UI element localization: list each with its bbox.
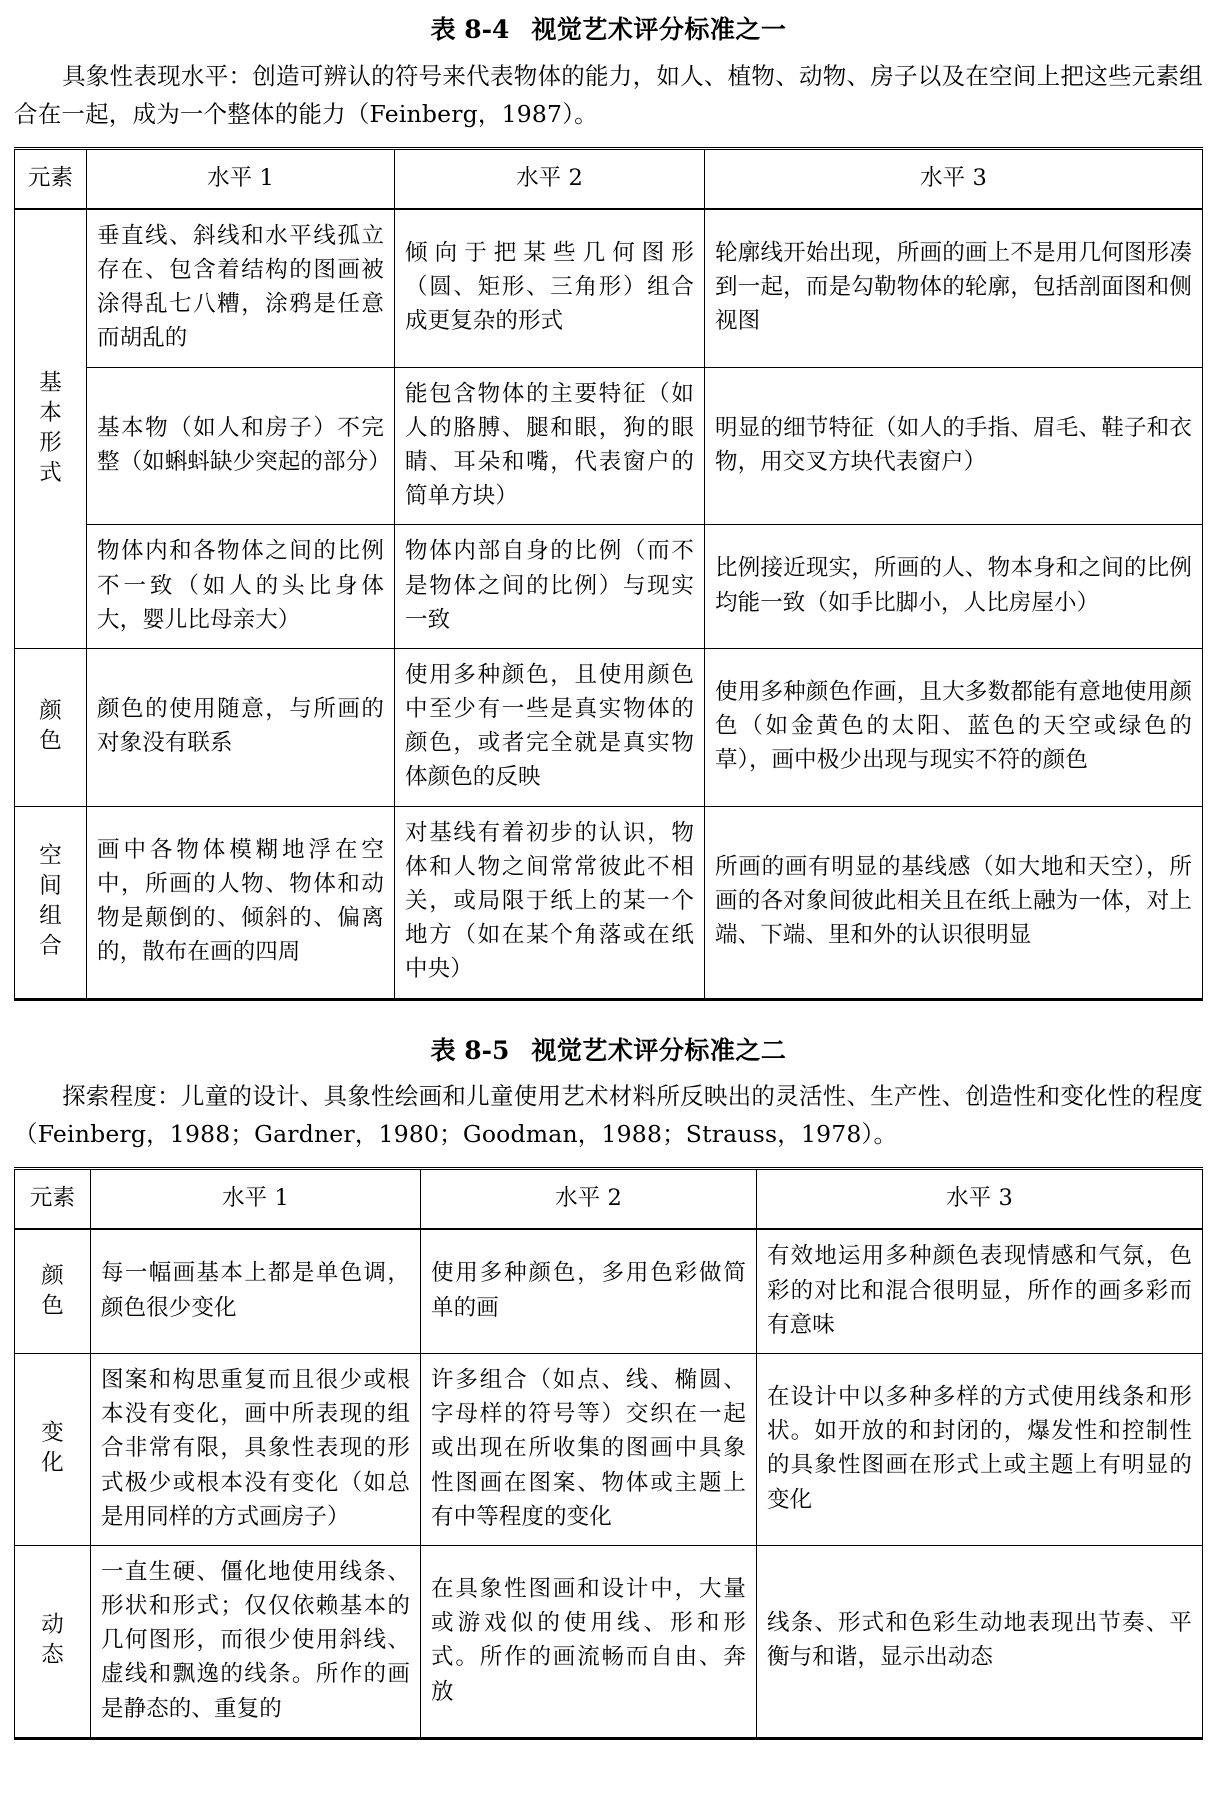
table-8-5-title-text: 视觉艺术评分标准之二 [531, 1035, 787, 1065]
table-cell: 一直生硬、僵化地使用线条、形状和形式；仅仅依赖基本的几何图形，而很少使用斜线、虚线和飘逸的线条。所作的画是静态的、重复的 [91, 1545, 421, 1738]
table-8-4-header-level-1: 水平 1 [87, 148, 395, 209]
table-cell: 在设计中以多种多样的方式使用线条和形状。如开放的和封闭的，爆发性和控制性的具象性图画在形式上或主题上有明显的变化 [757, 1353, 1203, 1545]
table-cell: 所画的画有明显的基线感（如大地和天空），所画的各对象间彼此相关且在纸上融为一体，对上端、下端、里和外的认识很明显 [705, 806, 1203, 999]
table-8-5-title-number: 表 8-5 [430, 1035, 510, 1065]
table-row [15, 648, 1203, 806]
table-8-4-element-spatial-composition: 空间组合 [15, 806, 87, 999]
table-cell: 使用多种颜色，多用色彩做简单的画 [421, 1229, 757, 1353]
table-cell: 能包含物体的主要特征（如人的胳膊、腿和眼，狗的眼睛、耳朵和嘴，代表窗户的简单方块） [395, 367, 705, 525]
table-8-4-intro [14, 57, 1203, 133]
table-row [15, 209, 1203, 367]
table-8-5-header-element: 元素 [15, 1169, 91, 1230]
table-row [15, 1545, 1203, 1738]
table-8-5-header-level-1: 水平 1 [91, 1169, 421, 1230]
table-8-5-header-row [15, 1169, 1203, 1230]
table-row [15, 367, 1203, 525]
table-cell: 画中各物体模糊地浮在空中，所画的人物、物体和动物是颠倒的、倾斜的、偏离的，散布在画的四周 [87, 806, 395, 999]
table-cell: 在具象性图画和设计中，大量或游戏似的使用线、形和形式。所作的画流畅而自由、奔放 [421, 1545, 757, 1738]
table-cell: 对基线有着初步的认识，物体和人物之间常常彼此不相关，或局限于纸上的某一个地方（如在某个角落或在纸中央） [395, 806, 705, 999]
table-8-4-header-level-3: 水平 3 [705, 148, 1203, 209]
table-8-5-header-level-3: 水平 3 [757, 1169, 1203, 1230]
table-cell: 颜色的使用随意，与所画的对象没有联系 [87, 648, 395, 806]
table-8-4-title-text: 视觉艺术评分标准之一 [531, 15, 787, 44]
table-8-5-element-dynamics: 动态 [15, 1545, 91, 1738]
table-8-4 [14, 147, 1203, 1001]
table-cell: 基本物（如人和房子）不完整（如蝌蚪缺少突起的部分） [87, 367, 395, 525]
table-cell: 物体内和各物体之间的比例不一致（如人的头比身体大，婴儿比母亲大） [87, 525, 395, 649]
table-8-4-title-number: 表 8-4 [430, 15, 510, 44]
table-cell: 许多组合（如点、线、椭圆、字母样的符号等）交织在一起或出现在所收集的图画中具象性图画在图案、物体或主题上有中等程度的变化 [421, 1353, 757, 1545]
table-row [15, 1353, 1203, 1545]
table-cell: 有效地运用多种颜色表现情感和气氛，色彩的对比和混合很明显，所作的画多彩而有意味 [757, 1229, 1203, 1353]
table-8-5-intro [14, 1077, 1203, 1153]
table-8-4-title [14, 14, 1203, 47]
table-row [15, 806, 1203, 999]
table-cell: 线条、形式和色彩生动地表现出节奏、平衡与和谐，显示出动态 [757, 1545, 1203, 1738]
section-spacer [14, 1005, 1203, 1029]
table-cell: 垂直线、斜线和水平线孤立存在、包含着结构的图画被涂得乱七八糟，涂鸦是任意而胡乱的 [87, 209, 395, 367]
table-cell: 物体内部自身的比例（而不是物体之间的比例）与现实一致 [395, 525, 705, 649]
table-8-4-header-level-2: 水平 2 [395, 148, 705, 209]
table-8-4-intro-text: 具象性表现水平：创造可辨认的符号来代表物体的能力，如人、植物、动物、房子以及在空间上把这些元素组合在一起，成为一个整体的能力（Feinberg，1987）。 [14, 61, 1203, 128]
table-8-4-header-element: 元素 [15, 148, 87, 209]
table-8-4-header-row [15, 148, 1203, 209]
table-8-5-element-color: 颜色 [15, 1229, 91, 1353]
table-cell: 每一幅画基本上都是单色调，颜色很少变化 [91, 1229, 421, 1353]
table-8-5-element-variation: 变化 [15, 1353, 91, 1545]
table-cell: 轮廓线开始出现，所画的画上不是用几何图形凑到一起，而是勾勒物体的轮廓，包括剖面图和侧视图 [705, 209, 1203, 367]
table-8-5-intro-text: 探索程度：儿童的设计、具象性绘画和儿童使用艺术材料所反映出的灵活性、生产性、创造性和变化性的程度（Feinberg，1988；Gardner，1980；Goodman，1988；Strauss，1978）。 [14, 1082, 1203, 1149]
table-cell: 明显的细节特征（如人的手指、眉毛、鞋子和衣物，用交叉方块代表窗户） [705, 367, 1203, 525]
table-cell: 倾向于把某些几何图形（圆、矩形、三角形）组合成更复杂的形式 [395, 209, 705, 367]
table-cell: 图案和构思重复而且很少或根本没有变化，画中所表现的组合非常有限，具象性表现的形式极少或根本没有变化（如总是用同样的方式画房子） [91, 1353, 421, 1545]
table-row [15, 525, 1203, 649]
table-8-4-element-color: 颜色 [15, 648, 87, 806]
table-8-5-title [14, 1035, 1203, 1068]
table-8-5 [14, 1167, 1203, 1740]
table-8-5-header-level-2: 水平 2 [421, 1169, 757, 1230]
table-cell: 使用多种颜色，且使用颜色中至少有一些是真实物体的颜色，或者完全就是真实物体颜色的反映 [395, 648, 705, 806]
table-row [15, 1229, 1203, 1353]
table-cell: 使用多种颜色作画，且大多数都能有意地使用颜色（如金黄色的太阳、蓝色的天空或绿色的草），画中极少出现与现实不符的颜色 [705, 648, 1203, 806]
table-8-4-element-basic-form: 基本形式 [15, 209, 87, 649]
table-cell: 比例接近现实，所画的人、物本身和之间的比例均能一致（如手比脚小，人比房屋小） [705, 525, 1203, 649]
